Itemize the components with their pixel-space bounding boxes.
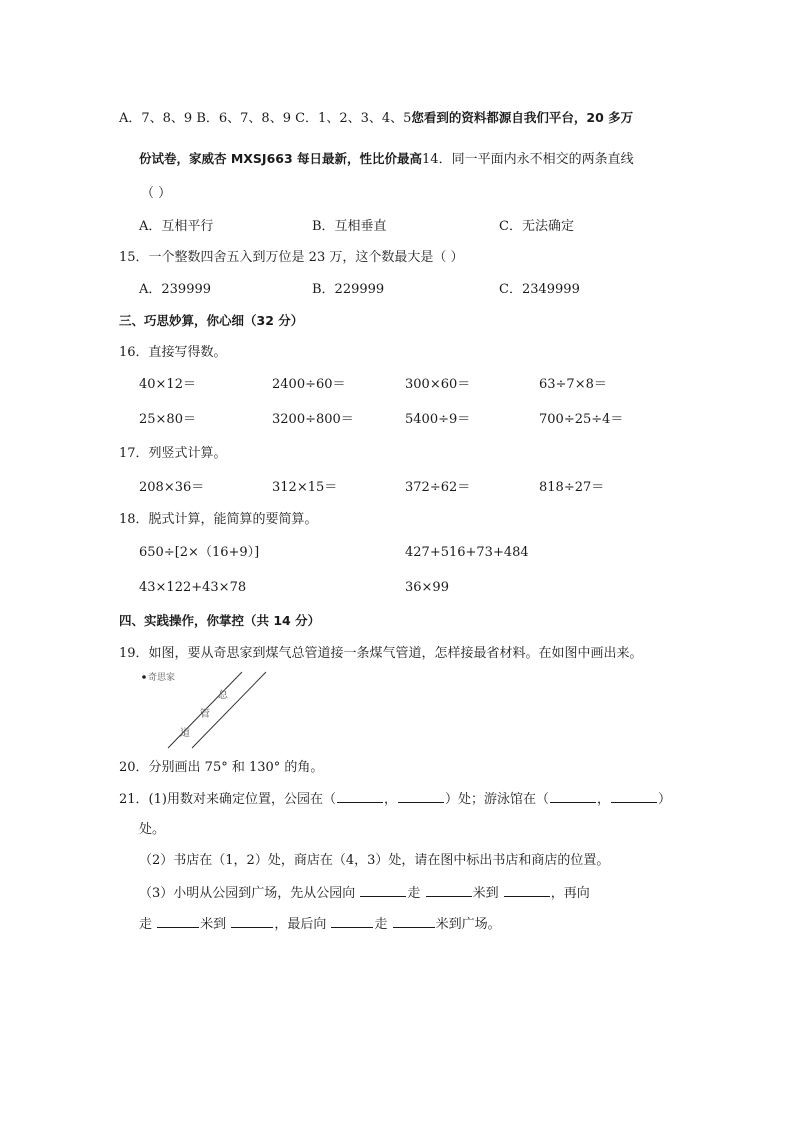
q16-item: 300×60＝	[405, 377, 471, 392]
q17-stem: 17．列竖式计算。	[119, 446, 227, 461]
q17-item: 818÷27＝	[539, 480, 605, 495]
watermark-ad-2: 份试卷，家威杏 MXSJ663 每日最新，性比价最高	[139, 151, 423, 166]
q13-options: A．7、8、9 B．6、7、8、9 C．1、2、3、4、5	[119, 111, 412, 126]
q21-part3-line1	[139, 883, 590, 903]
q16-item: 25×80＝	[139, 412, 196, 427]
q14-option-a[interactable]: A．互相平行	[139, 219, 214, 234]
q15-option-a[interactable]: A．239999	[139, 282, 212, 297]
q16-item: 63÷7×8＝	[539, 377, 607, 392]
q21-text: 走	[374, 917, 388, 932]
q21-text: ，最后向	[274, 917, 327, 932]
q15-option-c[interactable]: C．2349999	[499, 282, 580, 297]
q21-part2: （2）书店在（1，2）处，商店在（4，3）处，请在图中标出书店和商店的位置。	[139, 853, 610, 868]
q18-stem: 18．脱式计算，能简算的要简算。	[119, 512, 318, 527]
q16-item: 2400÷60＝	[272, 377, 346, 392]
q18-item: 36×99	[405, 580, 449, 595]
q21-part1	[119, 789, 671, 809]
q15-option-b[interactable]: B．229999	[312, 282, 385, 297]
q14-option-b[interactable]: B．互相垂直	[312, 219, 387, 234]
q13-line-2	[139, 150, 634, 169]
q21-text: 走	[139, 917, 153, 932]
q19-figure	[140, 668, 270, 750]
q16-item: 5400÷9＝	[405, 412, 471, 427]
house-label: 奇思家	[148, 673, 176, 683]
section-3-heading: 三、巧思妙算，你心细（32 分）	[119, 313, 304, 328]
q21-part1-end: 处。	[139, 822, 166, 837]
q14-stem: 14．同一平面内永不相交的两条直线	[422, 152, 634, 167]
pipe-label-char: 管	[200, 709, 210, 720]
q21-text: ，	[383, 792, 397, 807]
q21-text: ）	[658, 792, 672, 807]
q21-text: ）处；游泳馆在（	[444, 792, 549, 807]
answer-blank[interactable]	[331, 914, 373, 928]
pipe-label-char: 总	[218, 690, 228, 701]
q17-item: 372÷62＝	[405, 480, 471, 495]
q16-item: 40×12＝	[139, 377, 196, 392]
q19-stem: 19．如图，要从奇思家到煤气总管道接一条煤气管道，怎样接最省材料。在如图中画出来。	[119, 646, 643, 661]
answer-blank[interactable]	[398, 789, 444, 803]
q21-part3-line2	[139, 914, 501, 934]
answer-blank[interactable]	[426, 883, 472, 897]
q21-text: 走	[407, 886, 421, 901]
q21-text: 21．(1)用数对来确定位置，公园在（	[119, 792, 336, 807]
q18-item: 427+516+73+484	[405, 545, 529, 560]
q14-paren: （ ）	[141, 186, 172, 201]
q21-text: 米到	[472, 886, 499, 901]
q21-text: （3）小明从公园到广场，先从公园向	[139, 886, 356, 901]
q21-text: 米到	[200, 917, 227, 932]
section-4-heading: 四、实践操作，你掌控（共 14 分）	[119, 613, 321, 628]
answer-blank[interactable]	[337, 789, 383, 803]
answer-blank[interactable]	[611, 789, 657, 803]
q14-option-c[interactable]: C．无法确定	[499, 219, 574, 234]
q18-item: 43×122+43×78	[139, 580, 247, 595]
answer-blank[interactable]	[550, 789, 596, 803]
answer-blank[interactable]	[231, 914, 273, 928]
q17-item: 312×15＝	[272, 480, 338, 495]
q20-stem: 20．分别画出 75° 和 130° 的角。	[119, 760, 324, 775]
watermark-ad-1: 您看到的资料都源自我们平台，20 多万	[411, 110, 634, 125]
q21-text: ，	[597, 792, 611, 807]
q21-text: 米到广场。	[435, 917, 501, 932]
pipe-label-char: 道	[180, 728, 190, 739]
answer-blank[interactable]	[360, 883, 406, 897]
q17-item: 208×36＝	[139, 480, 205, 495]
answer-blank[interactable]	[157, 914, 199, 928]
answer-blank[interactable]	[504, 883, 550, 897]
q16-stem: 16．直接写得数。	[119, 345, 227, 360]
q21-text: ，再向	[550, 886, 590, 901]
q16-item: 700÷25÷4＝	[539, 412, 624, 427]
q16-item: 3200÷800＝	[272, 412, 354, 427]
answer-blank[interactable]	[393, 914, 435, 928]
q13-line	[119, 109, 633, 128]
q18-item: 650÷[2×（16+9）]	[139, 545, 260, 560]
q15-stem: 15．一个整数四舍五入到万位是 23 万，这个数最大是（ ）	[119, 250, 464, 265]
house-dot	[142, 675, 146, 679]
gas-pipe-diagram	[140, 668, 270, 750]
